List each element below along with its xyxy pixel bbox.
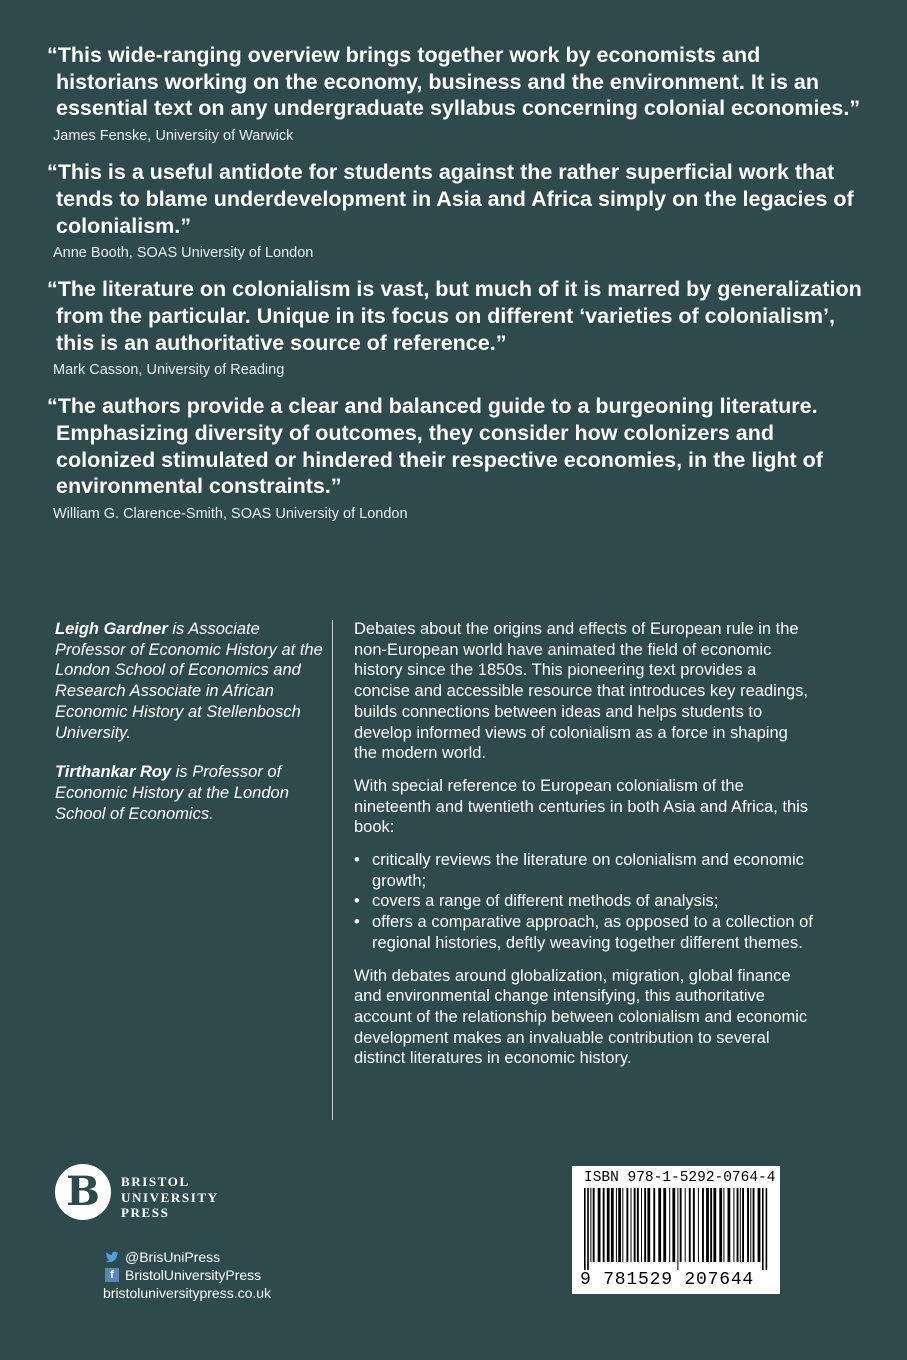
barcode-bar bbox=[603, 1188, 605, 1262]
barcode-bar bbox=[611, 1188, 614, 1262]
barcode-bar bbox=[653, 1188, 655, 1262]
endorsement-4 bbox=[47, 393, 867, 523]
list-item bbox=[354, 891, 814, 912]
twitter-handle[interactable] bbox=[103, 1248, 271, 1266]
barcode-bar bbox=[733, 1188, 734, 1262]
endorsement-3 bbox=[47, 276, 867, 379]
bullet-icon: • bbox=[354, 892, 360, 911]
quote-text: “This wide-ranging overview brings together work by economists and historians working on the economy, business and the environment. It is an essential text on any undergraduate syllabus concerning colonial economies.” bbox=[47, 43, 861, 121]
barcode-bar bbox=[641, 1188, 642, 1262]
quote-author: Anne Booth, SOAS University of London bbox=[53, 245, 314, 262]
barcode-bar bbox=[758, 1188, 761, 1262]
author-name: Tirthankar Roy bbox=[55, 763, 172, 782]
barcode-bar bbox=[728, 1188, 731, 1262]
barcode-bar bbox=[685, 1188, 686, 1262]
bullet-icon: • bbox=[354, 851, 360, 870]
author-bio-text: is Professor of Economic History at the London School of Economics. bbox=[55, 763, 289, 823]
publisher-name-line: BRISTOL bbox=[121, 1174, 190, 1189]
list-item-text: offers a comparative approach, as opposed to a collection of regional histories, deftly weaving together different themes. bbox=[372, 913, 813, 952]
barcode-bar bbox=[747, 1188, 749, 1262]
barcode-bar bbox=[680, 1188, 682, 1262]
barcode-bar bbox=[766, 1188, 768, 1270]
barcode-bar bbox=[698, 1188, 699, 1262]
endorsement-2 bbox=[47, 159, 867, 262]
barcode-bar bbox=[713, 1188, 716, 1262]
barcode-bar bbox=[669, 1188, 670, 1262]
quote-author: Mark Casson, University of Reading bbox=[53, 362, 285, 379]
barcode-bar bbox=[750, 1188, 751, 1262]
author-name: Leigh Gardner bbox=[55, 620, 168, 638]
author-bio-text: is Associate Professor of Economic History at the London School of Economics and Research Associate in African Economic History at Stellenbosch University. bbox=[55, 620, 323, 742]
barcode-bar bbox=[723, 1188, 724, 1262]
publisher-contacts bbox=[103, 1248, 271, 1302]
barcode-bar bbox=[693, 1188, 695, 1262]
barcode-bar bbox=[647, 1188, 650, 1262]
description-paragraph: With debates around globalization, migration, global finance and environmental change intensifying, this authoritative account of the relationship between colonialism and economic development makes an invaluable contribution to several distinct literatures in economic history. bbox=[354, 966, 808, 1068]
author-bio-gardner bbox=[55, 619, 325, 743]
list-item bbox=[354, 912, 814, 953]
barcode-bar bbox=[677, 1188, 678, 1270]
publisher-name bbox=[121, 1174, 219, 1221]
barcode-digits: 9 781529 207644 bbox=[580, 1270, 755, 1290]
bullet-icon: • bbox=[354, 913, 360, 932]
facebook-icon: f bbox=[105, 1268, 119, 1282]
feature-list bbox=[354, 850, 814, 954]
endorsement-1 bbox=[47, 42, 867, 145]
publisher-name-line: PRESS bbox=[121, 1205, 170, 1220]
barcode-bar bbox=[742, 1188, 744, 1262]
barcode-bar bbox=[663, 1188, 666, 1262]
twitter-handle-text: @BrisUniPress bbox=[125, 1249, 221, 1265]
barcode-bar bbox=[607, 1188, 610, 1262]
barcode-bar bbox=[616, 1188, 617, 1262]
barcode-bar bbox=[644, 1188, 646, 1262]
book-description bbox=[354, 619, 814, 1081]
quote-author: William G. Clarence-Smith, SOAS University of London bbox=[53, 506, 408, 523]
barcode-bar bbox=[672, 1188, 675, 1262]
barcode-bars-icon bbox=[584, 1188, 768, 1270]
description-paragraph: Debates about the origins and effects of European rule in the non-European world have animated the field of economic history since the 1850s. This pioneering text provides a concise and accessible resource that introduces key readings, builds connections between ideas and helps students to develop informed views of colonialism as a force in shaping the modern world. bbox=[354, 620, 808, 763]
quote-text: “The authors provide a clear and balanced guide to a burgeoning literature. Emphasizing diversity of outcomes, they consider how colonizers and colonized stimulated or hindered their respective economies, in the light of environmental constraints.” bbox=[47, 394, 823, 499]
barcode-bar bbox=[658, 1188, 661, 1262]
isbn-barcode bbox=[572, 1166, 780, 1294]
description-paragraph: With special reference to European colonialism of the nineteenth and twentieth centuries in both Asia and Africa, this book: bbox=[354, 776, 809, 837]
barcode-bar bbox=[706, 1188, 709, 1262]
barcode-bar bbox=[622, 1188, 623, 1262]
barcode-bar bbox=[753, 1188, 755, 1262]
barcode-bar bbox=[626, 1188, 628, 1262]
barcode-bar bbox=[689, 1188, 691, 1262]
barcode-bar bbox=[710, 1188, 712, 1262]
publisher-logo bbox=[55, 1164, 255, 1230]
barcode-bar bbox=[590, 1188, 591, 1262]
barcode-bar bbox=[634, 1188, 636, 1262]
logo-letter: B bbox=[66, 1168, 100, 1215]
quote-text: “This is a useful antidote for students against the rather superficial work that tends to blame underdevelopment in Asia and Africa simply on the legacies of colonialism.” bbox=[47, 160, 854, 238]
publisher-name-line: UNIVERSITY bbox=[121, 1189, 219, 1205]
quote-author: James Fenske, University of Warwick bbox=[53, 128, 294, 145]
barcode-bar bbox=[740, 1188, 741, 1262]
barcode-bar bbox=[598, 1188, 601, 1262]
column-divider bbox=[332, 620, 333, 1120]
quote-text: “The literature on colonialism is vast, but much of it is marred by generalization from the particular. Unique in its focus on different ‘varieties of colonialism’, this is an authoritative source of reference.” bbox=[47, 277, 862, 355]
barcode-bar bbox=[618, 1188, 621, 1262]
facebook-page-text: BristolUniversityPress bbox=[125, 1267, 262, 1283]
list-item-text: critically reviews the literature on colonialism and economic growth; bbox=[372, 851, 804, 890]
barcode-bar bbox=[737, 1188, 739, 1262]
isbn-label: ISBN 978-1-5292-0764-4 bbox=[584, 1170, 776, 1186]
endorsements bbox=[47, 42, 867, 537]
list-item bbox=[354, 850, 814, 891]
facebook-page[interactable] bbox=[103, 1266, 271, 1284]
barcode-bar bbox=[631, 1188, 632, 1262]
barcode-bar bbox=[762, 1188, 764, 1270]
author-bio-roy bbox=[55, 762, 325, 824]
author-bios bbox=[55, 619, 325, 843]
website-link[interactable]: bristoluniversitypress.co.uk bbox=[103, 1285, 272, 1301]
barcode-bar bbox=[719, 1188, 722, 1262]
list-item-text: covers a range of different methods of analysis; bbox=[372, 892, 719, 911]
barcode-bar bbox=[593, 1188, 595, 1262]
twitter-bird-icon bbox=[105, 1250, 119, 1264]
barcode-bar bbox=[587, 1188, 589, 1270]
barcode-bar bbox=[637, 1188, 639, 1262]
barcode-bar bbox=[702, 1188, 704, 1262]
barcode-bar bbox=[584, 1188, 586, 1270]
